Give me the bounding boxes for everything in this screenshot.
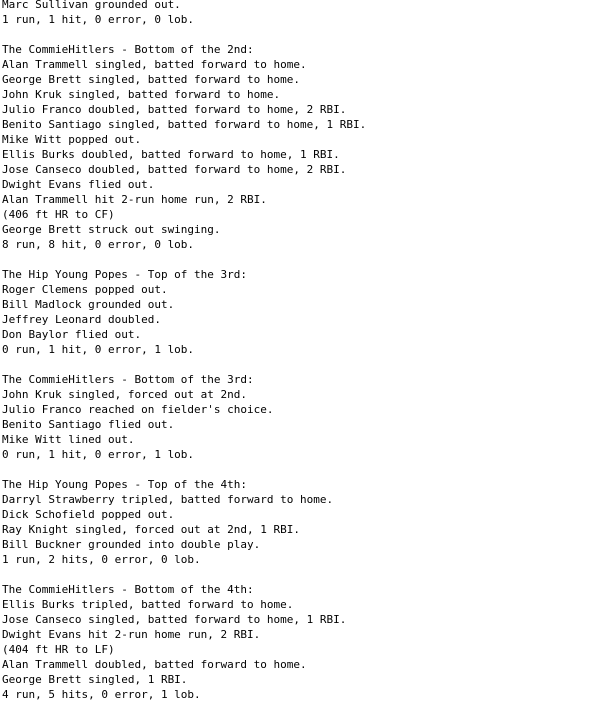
inning-header: The CommieHitlers - Bottom of the 2nd: xyxy=(2,43,254,56)
play-line: Don Baylor flied out. xyxy=(2,328,142,341)
inning-summary: 0 run, 1 hit, 0 error, 1 lob. xyxy=(2,448,195,461)
home-run-distance: (406 ft HR to CF) xyxy=(2,208,115,221)
play-line: Bill Madlock grounded out. xyxy=(2,298,175,311)
play-line: Jose Canseco doubled, batted forward to home, 2 RBI. xyxy=(2,163,347,176)
play-line: George Brett singled, batted forward to home. xyxy=(2,73,301,86)
blank-line xyxy=(2,567,608,582)
play-line: Dwight Evans flied out. xyxy=(2,178,155,191)
inning-summary: 1 run, 1 hit, 0 error, 0 lob. xyxy=(2,13,195,26)
play-line: Ellis Burks doubled, batted forward to home, 1 RBI. xyxy=(2,148,340,161)
blank-line xyxy=(2,27,608,42)
play-line: Jeffrey Leonard doubled. xyxy=(2,313,161,326)
play-line: Alan Trammell doubled, batted forward to home. xyxy=(2,658,307,671)
play-line: Ellis Burks tripled, batted forward to home. xyxy=(2,598,294,611)
inning-header: The CommieHitlers - Bottom of the 4th: xyxy=(2,583,254,596)
play-line: John Kruk singled, forced out at 2nd. xyxy=(2,388,248,401)
play-line: Julio Franco reached on fielder's choice. xyxy=(2,403,274,416)
play-line: Mike Witt lined out. xyxy=(2,433,135,446)
play-line: John Kruk singled, batted forward to home. xyxy=(2,88,281,101)
play-line: Roger Clemens popped out. xyxy=(2,283,168,296)
play-line: George Brett singled, 1 RBI. xyxy=(2,673,188,686)
home-run-distance: (404 ft HR to LF) xyxy=(2,643,115,656)
play-line: Marc Sullivan grounded out. xyxy=(2,0,181,11)
inning-header: The CommieHitlers - Bottom of the 3rd: xyxy=(2,373,254,386)
play-line: Benito Santiago singled, batted forward to home, 1 RBI. xyxy=(2,118,367,131)
inning-header: The Hip Young Popes - Top of the 4th: xyxy=(2,478,248,491)
play-line: Alan Trammell singled, batted forward to home. xyxy=(2,58,307,71)
play-line: Dwight Evans hit 2-run home run, 2 RBI. xyxy=(2,628,261,641)
play-line: Darryl Strawberry tripled, batted forward to home. xyxy=(2,493,334,506)
play-line: George Brett struck out swinging. xyxy=(2,223,221,236)
play-line: Benito Santiago flied out. xyxy=(2,418,175,431)
play-line: Alan Trammell hit 2-run home run, 2 RBI. xyxy=(2,193,267,206)
play-by-play-log xyxy=(2,0,608,702)
blank-line xyxy=(2,252,608,267)
inning-summary: 4 run, 5 hits, 0 error, 1 lob. xyxy=(2,688,201,701)
inning-header: The Hip Young Popes - Top of the 3rd: xyxy=(2,268,248,281)
play-line: Ray Knight singled, forced out at 2nd, 1 RBI. xyxy=(2,523,301,536)
inning-summary: 1 run, 2 hits, 0 error, 0 lob. xyxy=(2,553,201,566)
inning-summary: 0 run, 1 hit, 0 error, 1 lob. xyxy=(2,343,195,356)
play-line: Jose Canseco singled, batted forward to home, 1 RBI. xyxy=(2,613,347,626)
play-line: Mike Witt popped out. xyxy=(2,133,142,146)
play-line: Julio Franco doubled, batted forward to home, 2 RBI. xyxy=(2,103,347,116)
inning-summary: 8 run, 8 hit, 0 error, 0 lob. xyxy=(2,238,195,251)
play-line: Bill Buckner grounded into double play. xyxy=(2,538,261,551)
blank-line xyxy=(2,357,608,372)
play-line: Dick Schofield popped out. xyxy=(2,508,175,521)
blank-line xyxy=(2,462,608,477)
